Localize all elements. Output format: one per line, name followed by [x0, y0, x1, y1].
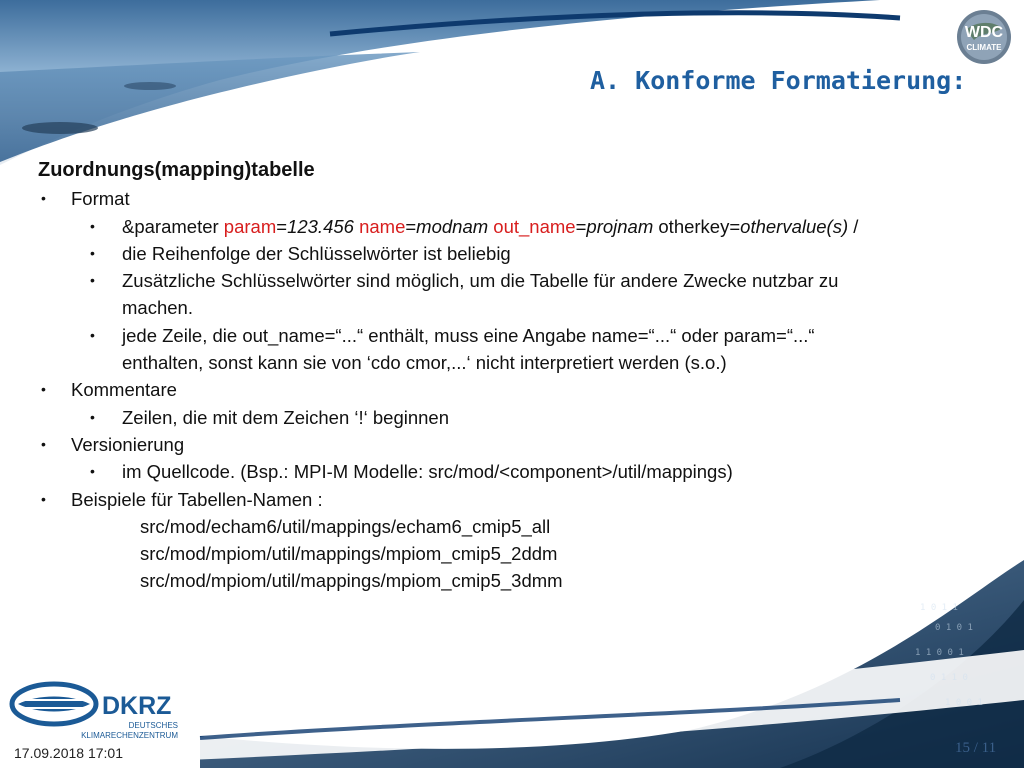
list-item — [38, 404, 998, 431]
out-name-value: projnam — [586, 215, 654, 237]
name-eq: = — [405, 215, 417, 237]
otherkey-key: otherkey= — [653, 215, 741, 237]
list-item-text: Zeilen, die mit dem Zeichen ‘!‘ beginnen — [122, 406, 450, 428]
bullet-icon: • — [90, 326, 95, 343]
list-item-label: Format — [71, 188, 130, 210]
section-heading: Zuordnungs(mapping)tabelle — [38, 159, 315, 181]
list-item-continuation — [38, 294, 998, 321]
list-item — [38, 486, 998, 513]
svg-text:0 1 1 0: 0 1 1 0 — [930, 673, 968, 683]
bullet-icon: • — [90, 217, 95, 234]
dkrz-logo — [8, 678, 188, 744]
list-item-text: die Reihenfolge der Schlüsselwörter ist beliebig — [122, 242, 511, 264]
list-item — [38, 458, 998, 485]
list-item — [38, 267, 998, 294]
list-item — [38, 185, 998, 212]
wdc-climate-logo — [952, 8, 1016, 66]
list-item-text: Zusätzliche Schlüsselwörter sind möglich, um die Tabelle für andere Zwecke nutzbar zu — [122, 270, 839, 292]
bullet-icon: • — [41, 435, 46, 452]
list-item — [38, 322, 998, 349]
bullet-icon: • — [90, 272, 95, 289]
slide-title: A. Konforme Formatierung: — [590, 66, 967, 95]
svg-text:0 1 0 1: 0 1 0 1 — [935, 623, 973, 633]
param-prefix: &parameter — [122, 215, 224, 237]
param-value: 123.456 — [287, 215, 354, 237]
slide-content — [38, 157, 998, 595]
list-item — [38, 213, 998, 240]
footer-date: 17.09.2018 17:01 — [14, 745, 123, 761]
list-item-text: jede Zeile, die out_name=“...“ enthält, muss eine Angabe name=“...“ oder param=“...“ — [122, 324, 815, 346]
rock-shape — [124, 82, 176, 90]
svg-text:1 1 0 0 1: 1 1 0 0 1 — [915, 648, 964, 658]
out-name-key: out_name — [488, 215, 576, 237]
list-item-label: Beispiele für Tabellen-Namen : — [71, 488, 323, 510]
name-value: modnam — [416, 215, 489, 237]
example-path: src/mod/mpiom/util/mappings/mpiom_cmip5_3dmm — [140, 570, 563, 592]
bullet-icon: • — [41, 490, 46, 507]
svg-text:1 0 0 1: 1 0 0 1 — [945, 698, 983, 708]
dkrz-logo-sub2: KLIMARECHENZENTRUM — [81, 731, 178, 740]
param-eq: = — [276, 215, 288, 237]
page-number: 15 / 11 — [955, 740, 997, 756]
param-key: param — [223, 215, 277, 237]
dkrz-logo-eye — [18, 697, 90, 712]
rock-shape — [22, 122, 98, 134]
list-item-label: Versionierung — [71, 433, 185, 455]
list-item-text: machen. — [122, 297, 193, 319]
bullet-icon: • — [90, 463, 95, 480]
bullet-icon: • — [90, 244, 95, 261]
list-item-text: im Quellcode. (Bsp.: MPI-M Modelle: src/mod/<component>/util/mappings) — [122, 461, 733, 483]
wdc-logo-text: WDC — [964, 24, 1004, 41]
example-path: src/mod/echam6/util/mappings/echam6_cmip5_all — [140, 515, 551, 537]
bullet-icon: • — [90, 408, 95, 425]
list-item — [38, 431, 998, 458]
svg-text:1 0 1 1: 1 0 1 1 — [920, 603, 958, 613]
list-item-continuation — [38, 349, 998, 376]
dkrz-logo-name: DKRZ — [102, 692, 172, 720]
name-key: name — [353, 215, 406, 237]
list-item-text: enthalten, sonst kann sie von ‘cdo cmor,...‘ nicht interpretiert werden (s.o.) — [122, 352, 727, 374]
bullet-icon: • — [41, 381, 46, 398]
list-item-label: Kommentare — [71, 379, 177, 401]
out-name-eq: = — [575, 215, 587, 237]
list-item — [38, 376, 998, 403]
otherkey-value: othervalue(s) — [740, 215, 849, 237]
wdc-logo-subtext: CLIMATE — [966, 43, 1002, 52]
list-item — [38, 240, 998, 267]
param-slash: / — [848, 215, 859, 237]
bullet-icon: • — [41, 190, 46, 207]
example-path: src/mod/mpiom/util/mappings/mpiom_cmip5_2ddm — [140, 543, 558, 565]
dkrz-logo-sub1: DEUTSCHES — [128, 721, 178, 730]
